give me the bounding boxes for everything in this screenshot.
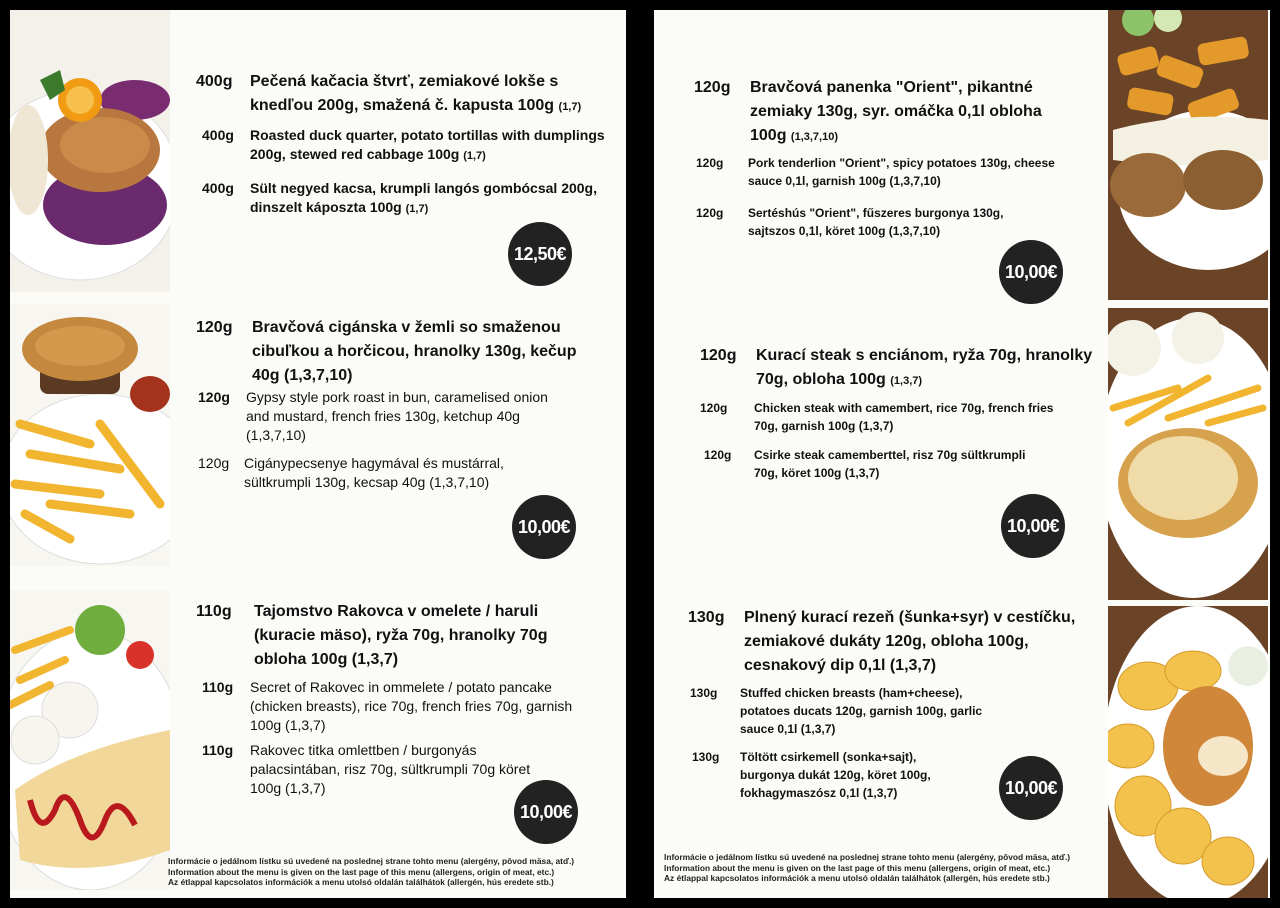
item-allergens: (1,7) [405,203,429,215]
menu-page-left [10,10,626,898]
footer-line-sk: Informácie o jedálnom lístku sú uvedené na poslednej strane tohto menu (alergény, pôvod mäsa, atď.) [168,856,575,866]
dish-photo-pork-orient [1108,10,1268,300]
dish-photo-duck [10,10,170,292]
item-weight: 130g [690,686,718,700]
menu-item-english [198,388,598,445]
menu-page-right [654,10,1270,898]
price-badge: 12,50€ [508,222,572,286]
footer-line-hu: Az étlappal kapcsolatos információk a menu utolsó oldalán találhátok (allergén, hús eredete stb.) [168,877,554,887]
menu-item-main [694,76,1094,149]
menu-item-hungarian [704,446,1104,482]
menu-item-english [696,154,1096,190]
item-weight: 120g [704,448,732,462]
item-weight: 120g [694,79,731,96]
item-weight: 400g [202,180,234,196]
item-weight: 130g [688,609,725,626]
menu-item-hungarian [198,454,598,492]
item-name: Sült negyed kacsa, krumpli langós gombócsal 200g, dinszelt káposzta 100g [250,180,597,215]
item-allergens: (1,3,7) [890,375,923,387]
menu-item-english [202,678,612,735]
footer-line-en: Information about the menu is given on the last page of this menu (allergens, origin of meat, etc.) [664,862,1051,873]
item-name: Pečená kačacia štvrť, zemiakové lokše s knedľou 200g, smažená č. kapusta 100g [250,73,559,114]
item-weight: 120g [700,401,728,415]
menu-item-english [690,684,1090,738]
item-name: Sertéshús "Orient", fűszeres burgonya 130g, sajtszos 0,1l, köret 100g (1,3,7,10) [748,206,1004,238]
item-name: Bravčová cigánska v žemli so smaženou cibuľkou a horčicou, hranolky 130g, kečup 40g (1,3,7,10) [252,319,577,384]
price-badge: 10,00€ [999,756,1063,820]
item-weight: 110g [202,679,234,695]
dish-photo-chicken-steak [1108,308,1268,600]
menu-item-main [196,316,616,388]
menu-item-hungarian [696,204,1096,240]
price-badge: 10,00€ [514,780,578,844]
item-weight: 400g [196,73,233,90]
dish-photo-stuffed-chicken [1108,606,1268,898]
item-weight: 120g [198,455,230,471]
price-badge: 10,00€ [512,495,576,559]
menu-item-main [688,606,1106,678]
item-name: Chicken steak with camembert, rice 70g, french fries 70g, garnish 100g (1,3,7) [754,401,1054,433]
item-weight: 130g [692,750,720,764]
item-name: Stuffed chicken breasts (ham+cheese), potatoes ducats 120g, garnish 100g, garlic sauce 0,1l (1,3,7) [740,686,983,736]
item-name: Cigánypecsenye hagymával és mustárral, sültkrumpli 130g, kecsap 40g (1,3,7,10) [244,455,504,490]
menu-item-main [700,344,1100,393]
menu-footer-note [168,856,626,888]
item-allergens: (1,7) [558,101,582,113]
item-name: Pork tenderlion "Orient", spicy potatoes 130g, cheese sauce 0,1l, garnish 100g (1,3,7,10) [748,156,1055,188]
item-weight: 120g [700,347,737,364]
footer-line-hu: Az étlappal kapcsolatos információk a menu utolsó oldalán találhátok (allergén, hús eredete stb.) [664,873,1050,883]
footer-line-sk: Informácie o jedálnom lístku sú uvedené na poslednej strane tohto menu (alergény, pôvod mäsa, atď.) [664,852,1071,862]
item-name: Plnený kurací rezeň (šunka+syr) v cestíčku, zemiakové dukáty 120g, obloha 100g, cesnakový dip 0,1l (1,3,7) [744,609,1076,674]
item-name: Bravčová panenka "Orient", pikantné zemiaky 130g, syr. omáčka 0,1l obloha 100g [750,79,1042,144]
item-weight: 110g [196,603,232,620]
item-weight: 120g [696,206,724,220]
price-badge: 10,00€ [999,240,1063,304]
item-name: Rakovec titka omlettben / burgonyás palacsintában, risz 70g, sültkrumpli 70g köret 100g (1,3,7) [250,742,531,796]
price-badge: 10,00€ [1001,494,1065,558]
menu-item-english [700,399,1100,435]
footer-line-en: Information about the menu is given on the last page of this menu (allergens, origin of meat, etc.) [168,866,555,877]
item-name: Gypsy style pork roast in bun, caramelised onion and mustard, french fries 130g, ketchup 40g (1,3,7,10) [246,389,548,443]
item-name: Töltött csirkemell (sonka+sajt), burgonya dukát 120g, köret 100g, fokhagymaszósz 0,1l (1,3,7) [740,750,931,800]
menu-item-hungarian [202,179,612,219]
item-weight: 400g [202,127,234,143]
menu-item-english [202,126,612,166]
item-weight: 120g [196,319,233,336]
item-name: Roasted duck quarter, potato tortillas with dumplings 200g, stewed red cabbage 100g [250,127,605,162]
menu-item-main [196,70,616,119]
menu-footer-note [664,852,1108,884]
item-allergens: (1,3,7,10) [790,131,839,143]
item-name: Csirke steak camemberttel, risz 70g sültkrumpli 70g, köret 100g (1,3,7) [754,448,1026,480]
item-name: Tajomstvo Rakovca v omelete / haruli (kuracie mäso), ryža 70g, hranolky 70g obloha 100g (1,3,7) [254,603,548,668]
item-weight: 110g [202,742,234,758]
item-name: Kurací steak s enciánom, ryža 70g, hranolky 70g, obloha 100g [756,347,1093,388]
item-allergens: (1,7) [463,150,486,162]
dish-photo-omelette [10,590,170,890]
menu-item-main [196,600,616,672]
item-name: Secret of Rakovec in ommelete / potato pancake (chicken breasts), rice 70g, french fries 70g, garnish 100g (1,3,7) [250,679,573,733]
item-weight: 120g [696,156,724,170]
item-weight: 120g [198,389,230,405]
dish-photo-burger [10,304,170,566]
